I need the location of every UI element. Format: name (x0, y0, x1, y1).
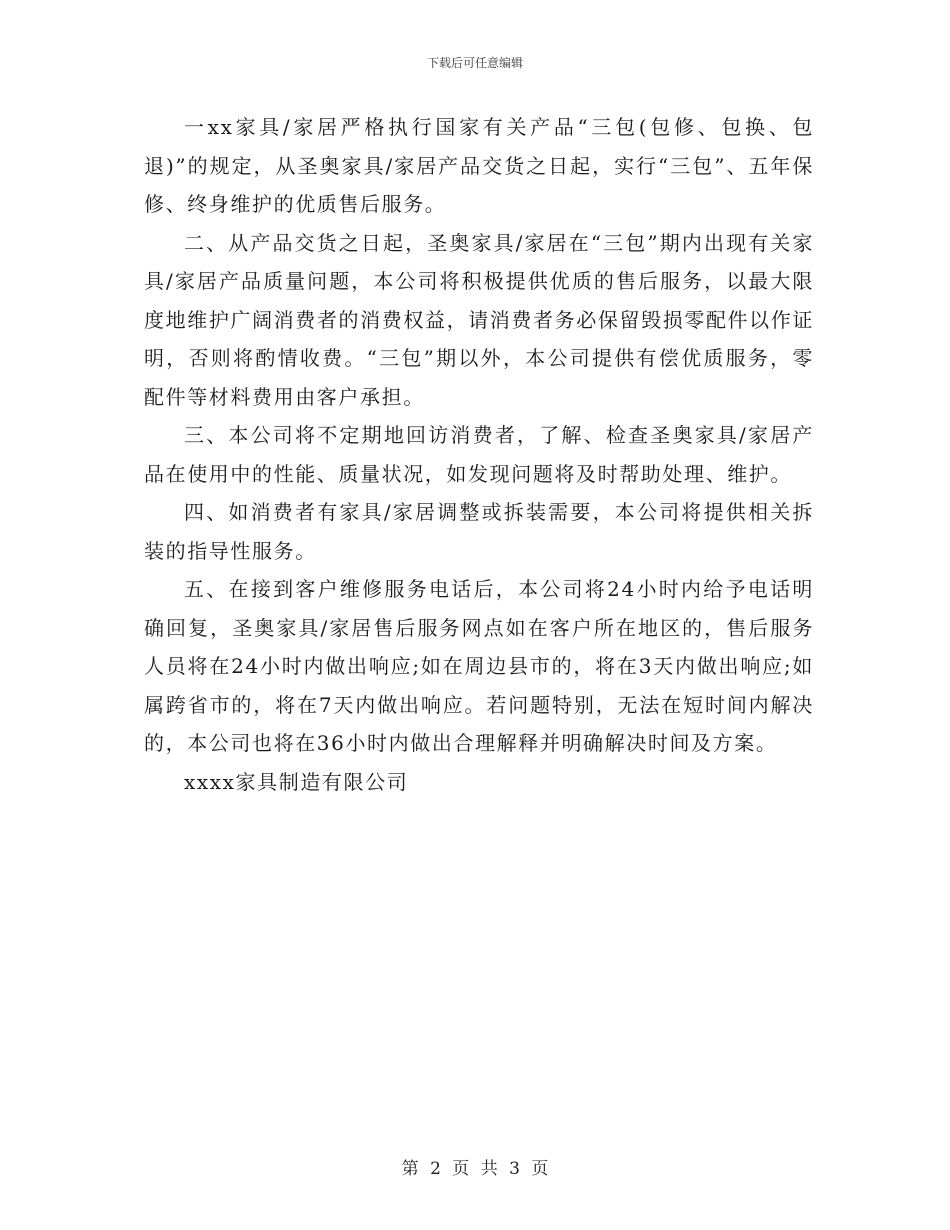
paragraph-4-assembly-guidance: 四、如消费者有家具/家居调整或拆装需要，本公司将提供相关拆装的指导性服务。 (144, 500, 814, 563)
page-number: 第 2 页 共 3 页 (401, 1159, 549, 1179)
paragraph-2-quality-issues: 二、从产品交货之日起，圣奥家具/家居在“三包”期内出现有关家具/家居产品质量问题，本公司将积极提供优质的售后服务，以最大限度地维护广阔消费者的消费权益，请消费者务必保留毁损零配件以作证明，否则将酌情收费。“三包”期以外，本公司提供有偿优质服务，零配件等材料费用由客户承担。 (144, 230, 814, 409)
document-body (144, 108, 814, 801)
paragraph-3-follow-up-visits: 三、本公司将不定期地回访消费者，了解、检查圣奥家具/家居产品在使用中的性能、质量状况，如发现问题将及时帮助处理、维护。 (144, 423, 814, 486)
paragraph-5-response-times: 五、在接到客户维修服务电话后，本公司将24小时内给予电话明确回复，圣奥家具/家居售后服务网点如在客户所在地区的，售后服务人员将在24小时内做出响应;如在周边县市的，将在3天内做出响应;如属跨省市的，将在7天内做出响应。若问题特别，无法在短时间内解决的，本公司也将在36小时内做出合理解释并明确解决时间及方案。 (144, 577, 814, 755)
company-signature: xxxx家具制造有限公司 (184, 769, 409, 794)
page-header-note: 下载后可任意编辑 (426, 56, 523, 70)
paragraph-1-three-guarantees: 一xx家具/家居严格执行国家有关产品“三包(包修、包换、包退)”的规定，从圣奥家具/家居产品交货之日起，实行“三包”、五年保修、终身维护的优质售后服务。 (144, 115, 814, 216)
